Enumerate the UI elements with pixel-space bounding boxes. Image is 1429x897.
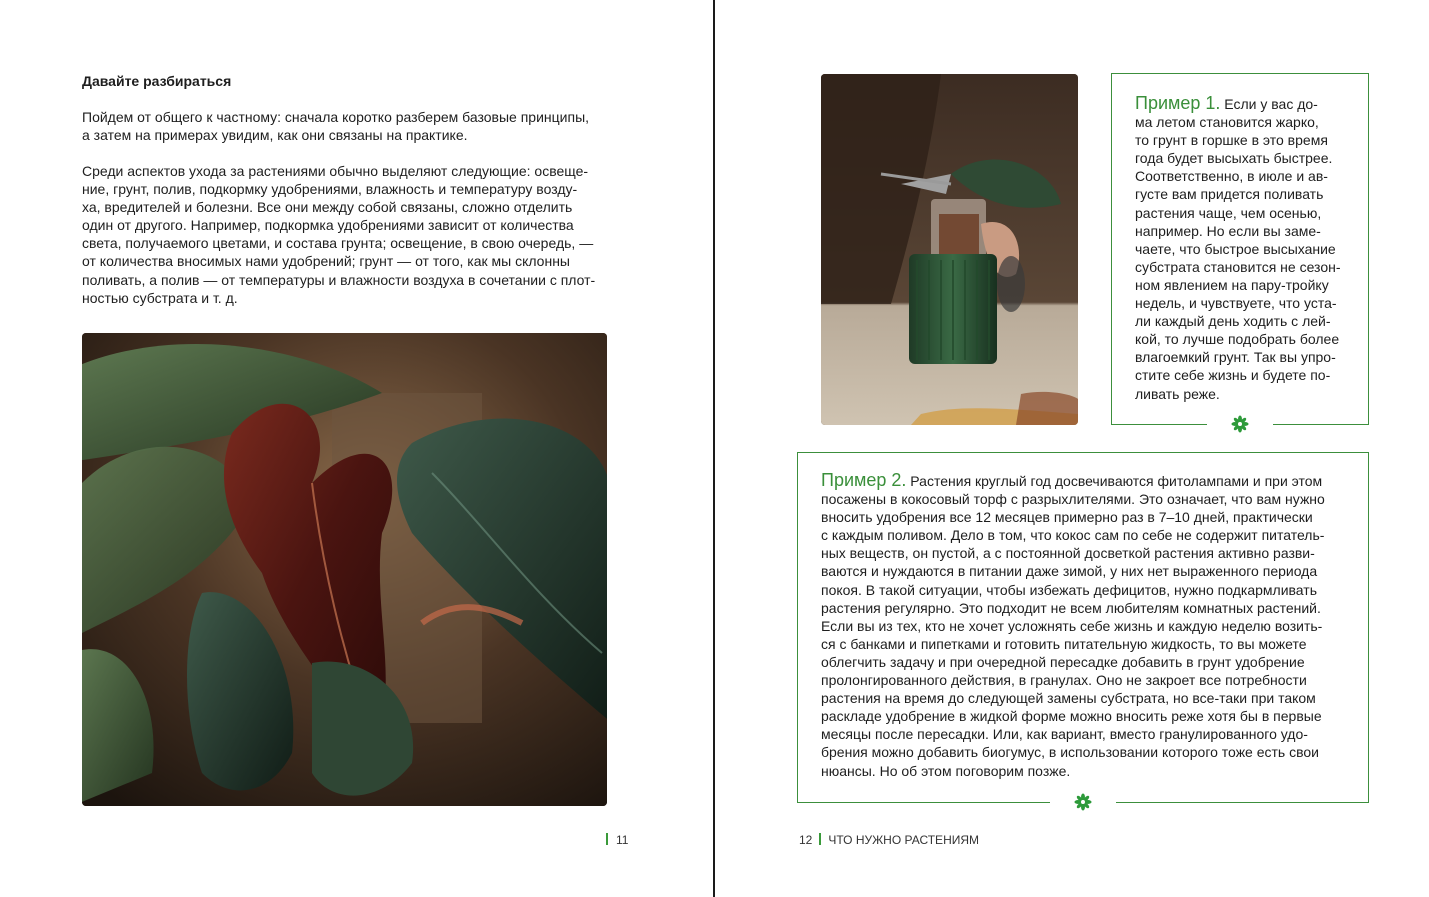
example-2-box [797,452,1369,803]
page-number-divider [819,833,821,845]
example-2-title: Пример 2. [821,470,907,490]
example-2-text: Растения круглый год досвечиваются фитолампами и при этом посажены в кокосовый торф с разрыхлителями. Это означает, что вам нужно вносить удобрения все 12 месяцев примерно раз в 7–10 дней, практически с каждым поливом. Дело в том, что кокос сам по себе не содержит питатель- ных веществ, он пустой, а с постоянной досветкой растения активно разви- ваются и нуждаются в питании даже зимой, у них нет выраженного периода покоя. В такой ситуации, чтобы избежать дефицитов, нужно подкармливать растения регулярно. Это подходит не всем любителям комнатных растений. Если вы из тех, кто не хочет усложнять себе жизнь и каждую неделю возить- ся с банками и пипетками и готовить питательную жидкость, то вы можете облегчить задачу и при очередной пересадке добавить в грунт удобрение пролонгированного действия, в гранулах. Оно не закроет все потребности растения на время до следующей замены субстрата, но все-таки при таком раскладе удобрение в жидкой форме можно вносить реже хотя бы в первые месяцы после пересадки. Или, как вариант, вместо гранулированного удо- брения можно добавить биогумус, в использовании которого тоже есть свои нюансы. Но об этом поговорим позже. [821,473,1325,779]
flower-icon [1231,415,1249,433]
example-2-paragraph [821,471,1346,780]
body-paragraph: Среди аспектов ухода за растениями обычно выделяют следующие: освеще- ние, грунт, полив, подкормку удобрениями, влажность и температуру возду- ха, вредителей и болезни. Все они между собой связаны, сложно отделить один от другого. Например, подкормка удобрениями зависит от количества света, получаемого цветами, и состава грунта; освещение, в свою очередь, — от количества вносимых нами удобрений; грунт — от того, как мы склонны поливать, а полив — от температуры и влажности воздуха в сочетании с плот- ностью субстрата и т. д. [82,163,596,306]
example-2-ornament [1050,793,1116,811]
plant-leaves-photo [82,333,607,806]
book-spine [713,0,715,897]
page-footer-right [799,832,979,848]
page-number-text: 11 [616,833,629,847]
flower-icon [1074,793,1092,811]
intro-paragraph: Пойдем от общего к частному: сначала коротко разберем базовые принципы, а затем на примерах увидим, как они связаны на практике. [82,109,590,144]
page-number-divider [606,833,608,845]
example-1-ornament [1207,415,1273,433]
example-1-text: Если у вас до- ма летом становится жарко, то грунт в горшке в это время года будет высыхать быстрее. Соответственно, в июле и ав- густе вам придется поливать растения чаще, чем осенью, например. Но если вы заме- чаете, что быстрое высыхание субстрата становится не сезон- ном явлением на пару-тройку недель, и чувствуете, что уста- ли каждый день ходить с лей- кой, то лучше подобрать более влагоемкий грунт. Так вы упро- стите себе жизнь и будете по- ливать реже. [1135,96,1341,402]
example-1-title: Пример 1. [1135,93,1221,113]
example-1-paragraph [1135,94,1347,403]
page-number-left [606,832,628,848]
example-1-box [1111,73,1369,425]
running-header: ЧТО НУЖНО РАСТЕНИЯМ [828,833,980,847]
watering-plant-photo [821,74,1078,425]
section-heading: Давайте разбираться [82,73,232,89]
page-number-text: 12 [799,833,813,847]
